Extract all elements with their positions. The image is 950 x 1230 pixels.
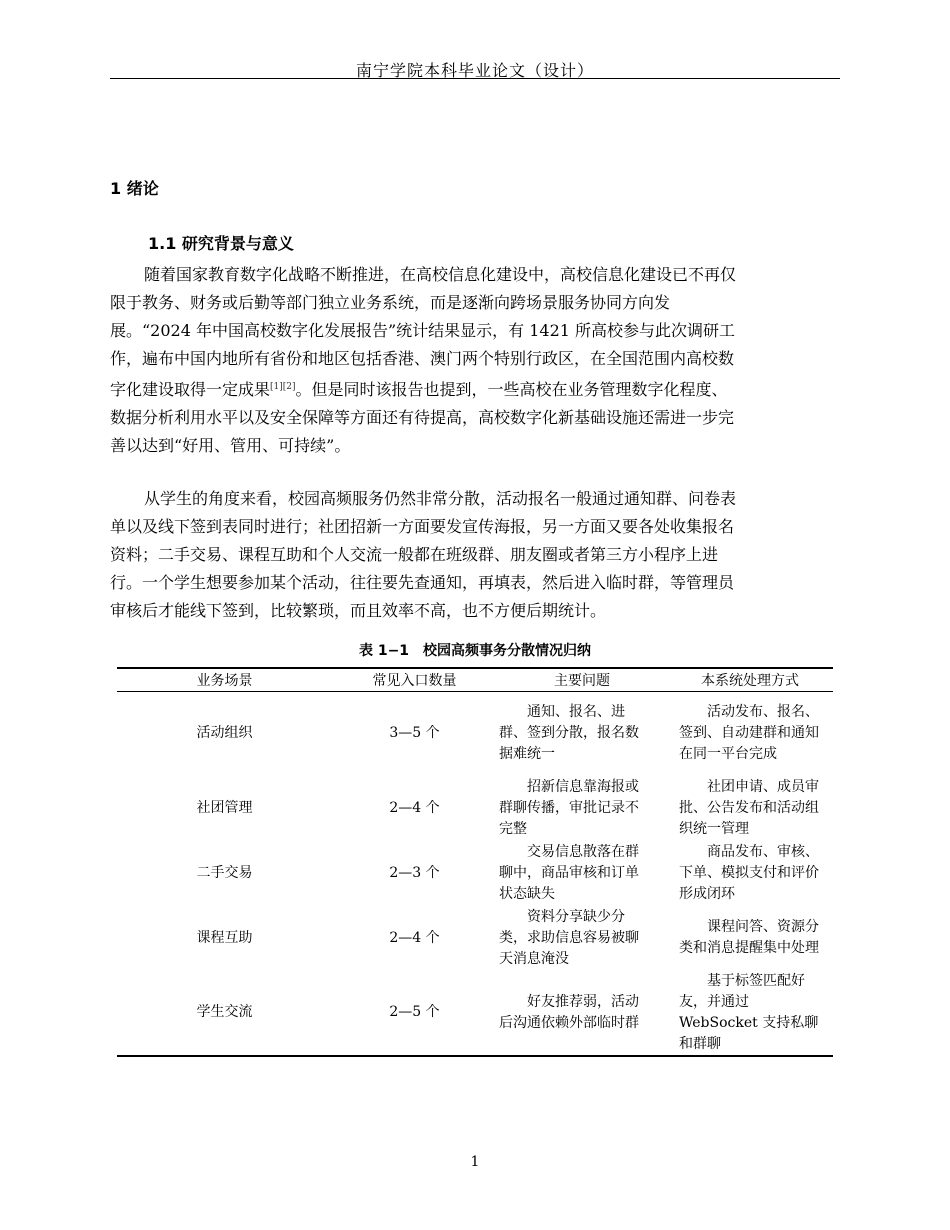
paragraph-line-with-citation	[110, 373, 840, 404]
paragraph-line: 随着国家教育数字化战略不断推进，在高校信息化建设中，高校信息化建设已不再仅	[144, 265, 737, 284]
table-cell: 课程互助	[196, 929, 253, 946]
table-cell: 学生交流	[196, 1004, 253, 1020]
paragraph-line: 作，遍布中国内地所有省份和地区包括香港、澳门两个特别行政区，在全国范围内高校数	[110, 349, 735, 368]
table-cell: 活动发布、报名、签到、自动建群和通知在同一平台完成	[679, 704, 819, 763]
column-header: 常见入口数量	[372, 673, 457, 689]
table-cell: 商品发布、审核、下单、模拟支付和评价形成闭环	[679, 843, 819, 902]
table-cell: 招新信息靠海报或群聊传播，审批记录不完整	[499, 778, 639, 837]
paragraph-line: 审核后才能线下签到，比较繁琐，而且效率不高，也不方便后期统计。	[110, 601, 607, 620]
column-header: 业务场景	[196, 673, 253, 689]
table-cell: 社团管理	[196, 799, 253, 816]
paragraph-line: 限于教务、财务或后勤等部门独立业务系统，而是逐渐向跨场景服务协同方向发	[110, 293, 671, 312]
paragraph-line: 单以及线下签到表同时进行；社团招新一方面要发宣传海报，另一方面又要各处收集报名	[110, 517, 735, 536]
table-cell: 3—5 个	[389, 725, 440, 742]
table-cell: 2—4 个	[389, 929, 440, 946]
table-cell: 2—4 个	[389, 799, 440, 816]
header-rule	[110, 78, 840, 79]
paragraph-background	[110, 261, 840, 460]
paragraph-student-view	[110, 485, 840, 625]
table-row	[117, 692, 833, 776]
chapter-title: 1 绪论	[110, 179, 159, 198]
running-header: 南宁学院本科毕业论文（设计）	[355, 61, 594, 80]
paragraph-line: 资料；二手交易、课程互助和个人交流一般都在班级群、朋友圈或者第三方小程序上进	[110, 545, 719, 564]
table-cell: 2—5 个	[389, 1004, 440, 1020]
table-cell: 活动组织	[196, 725, 253, 742]
table-cell: 2—3 个	[389, 864, 440, 881]
paragraph-line: 展。“2024 年中国高校数字化发展报告”统计结果显示，有 1421 所高校参与此次调研工	[110, 321, 736, 340]
table-header-row	[117, 668, 833, 692]
paragraph-line: 善以达到“好用、管用、可持续”。	[110, 436, 351, 455]
line-text: 字化建设取得一定成果	[110, 380, 271, 399]
paragraph-line: 从学生的角度来看，校园高频服务仍然非常分散，活动报名一般通过通知群、问卷表	[144, 489, 737, 508]
table-row	[117, 971, 833, 1056]
table-cell: 交易信息散落在群聊中，商品审核和订单状态缺失	[499, 843, 639, 902]
column-header: 主要问题	[554, 673, 610, 689]
citation-reference: [1][2]	[270, 382, 296, 392]
scenario-table	[117, 667, 833, 1057]
table-cell: 通知、报名、进群、签到分散，报名数据难统一	[499, 704, 639, 763]
line-text: 。但是同时该报告也提到，一些高校在业务管理数字化程度、	[295, 380, 728, 399]
table-cell: 社团申请、成员审批、公告发布和活动组织统一管理	[679, 778, 819, 837]
table-caption: 表 1−1 校园高频事务分散情况归纳	[358, 643, 592, 659]
column-header: 本系统处理方式	[701, 673, 799, 689]
table-row	[117, 776, 833, 841]
paragraph-line: 行。一个学生想要参加某个活动，往往要先查通知，再填表，然后进入临时群，等管理员	[110, 573, 735, 592]
table-cell: 好友推荐弱，活动后沟通依赖外部临时群	[499, 993, 639, 1031]
page-number: 1	[470, 1154, 480, 1170]
table-cell: 基于标签匹配好友，并通过 WebSocket 支持私聊和群聊	[679, 972, 819, 1052]
table-cell: 资料分享缺少分类，求助信息容易被聊天消息淹没	[499, 908, 639, 967]
table-row	[117, 906, 833, 971]
table-row	[117, 841, 833, 906]
table-cell: 二手交易	[196, 864, 253, 881]
table-cell: 课程问答、资源分类和消息提醒集中处理	[679, 919, 819, 956]
paragraph-line: 数据分析利用水平以及安全保障等方面还有待提高，高校数字化新基础设施还需进一步完	[110, 408, 735, 427]
section-title: 1.1 研究背景与意义	[148, 234, 294, 253]
